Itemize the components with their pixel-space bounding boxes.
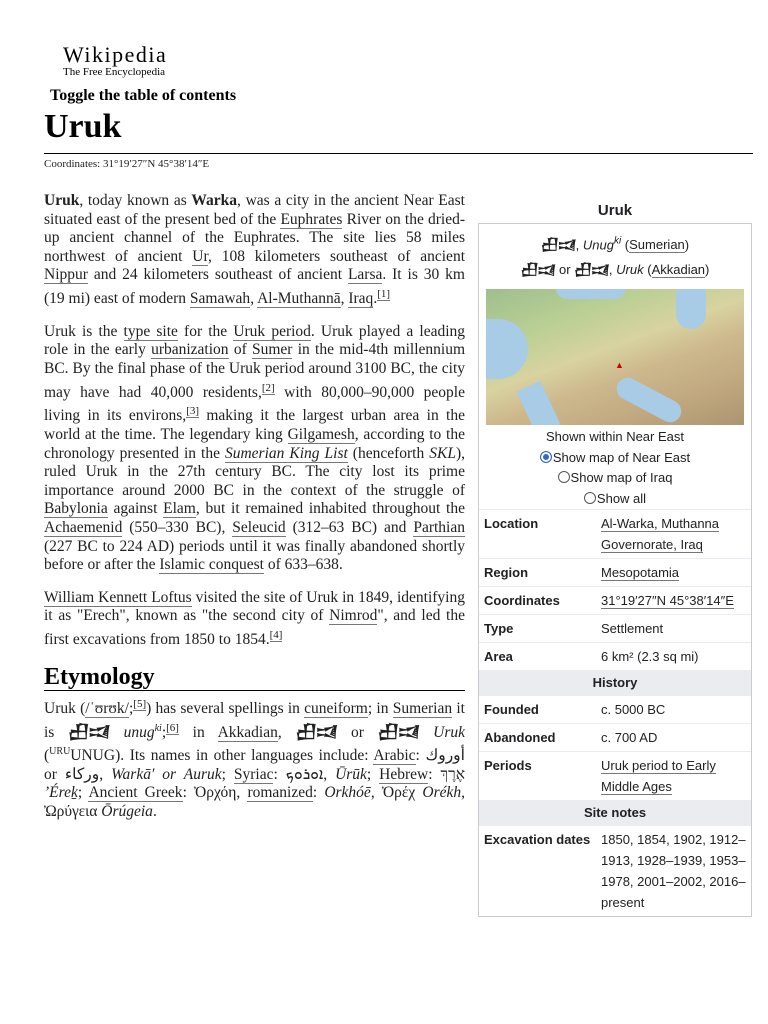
article-link[interactable]: Samawah [189,290,251,308]
text-run: making it the largest urban area in the world at the time. The legendary king [44,407,465,443]
infobox-notes-table [479,825,751,916]
text-run: ; [366,765,380,783]
section-heading-etymology: Etymology [44,668,465,692]
article-link[interactable]: Syriac [233,765,274,783]
text-run: : [312,784,325,802]
article-link[interactable]: romanized [247,784,313,802]
infobox-row-label: Periods [479,752,596,801]
text-run: ) has several spellings in [146,700,305,718]
infobox-row-value: Settlement [596,615,751,643]
article-link[interactable]: urbanization [151,341,229,359]
article-link[interactable]: Sumer [251,341,293,359]
map-options [479,448,751,510]
text-run: or [337,724,378,742]
article-link[interactable]: Achaemenid [44,518,123,536]
text-run: , Ὠρύγεια [44,784,466,820]
article-link[interactable]: Parthian [413,518,465,536]
text-run: : Ὀρχόη, [182,784,248,802]
article-link[interactable]: Uruk period [233,322,311,340]
text-run: , [575,237,583,253]
text-run: , [608,262,617,278]
mediterranean-sea [486,319,528,379]
cuneiform-glyph: 𒌷𒀕 [377,723,420,742]
infobox-row-label: Area [479,643,596,671]
infobox-row [479,724,751,752]
infobox-row [479,587,751,615]
text-run: River on the dried-up ancient channel of the Euphrates. The site lies 58 miles northwest of ancient [44,210,465,265]
text-run: Uruk [616,262,644,278]
map-option-0[interactable] [479,448,751,469]
text-run: or [555,262,575,278]
infobox-row-value: 1850, 1854, 1902, 1912–1913, 1928–1939, 1953–1978, 2001–2002, 2016–present [596,826,751,917]
red-sea [517,381,562,425]
text-run: against [107,500,164,518]
article-link[interactable]: Babylonia [44,500,108,518]
infobox-row-value[interactable]: 31°19′27″N 45°38′14″E [596,587,751,615]
citation-link[interactable]: [1] [377,287,391,300]
infobox-row-value: c. 5000 BC [596,696,751,724]
text-run: ) [684,237,690,253]
caspian-sea [676,289,706,329]
article-link[interactable]: Sumerian [392,700,453,718]
logo-wordmark: Wikipedia [63,42,168,67]
citation-link[interactable]: [6] [166,722,179,735]
article-link[interactable]: Ur [192,247,208,265]
infobox [478,196,752,917]
article-link[interactable]: Hebrew [379,765,429,783]
text-run: Ūrūk [335,765,367,783]
text-run: Orkhóē [324,784,371,802]
location-marker-icon: ▲ [615,360,624,371]
citation-link[interactable]: [2] [261,381,275,394]
paragraph-intro [44,192,465,309]
text-run: ; [161,724,167,742]
article-link[interactable]: cuneiform [304,700,368,718]
text-run: SKL [429,444,456,462]
infobox-row [479,752,751,801]
article-link[interactable]: Larsa [347,266,383,284]
text-run: ki [154,723,162,735]
cuneiform-glyph: 𒌷𒀕 [540,238,576,254]
infobox-row [479,643,751,671]
text-run: Uruk is the [44,322,124,340]
article-link[interactable]: Arabic [373,746,416,764]
text-run: , was a city in the ancient Near East situated east of the present bed of the [44,192,465,228]
text-run: , today known as [79,192,192,209]
text-run: in [178,724,218,742]
article-link[interactable]: Ancient Greek [88,784,183,802]
citation-link[interactable]: [5] [133,698,147,711]
text-run: , [277,724,296,742]
article-link[interactable]: Iraq [348,290,374,308]
text-run: ki [613,236,622,247]
infobox-row-label: Type [479,615,596,643]
infobox-row [479,826,751,917]
text-run: : אֶרֶךְ [428,765,466,783]
paragraph-excavation [44,589,465,650]
article-link[interactable]: Islamic conquest [159,556,264,574]
text-run: ; [128,700,134,718]
page-title: Uruk [44,108,122,145]
text-run: , [340,290,349,308]
text-run: ", and led the first excavations from 1850 to 1854. [44,607,465,649]
infobox-row [479,510,751,559]
infobox-row-label: Abandoned [479,724,596,752]
article-link[interactable]: Nimrod [329,607,378,625]
map-option-2[interactable] [479,489,751,510]
infobox-section-history: History [479,670,751,695]
article-link[interactable]: Sumerian King List [224,444,348,462]
infobox-row-value[interactable]: Al-Warka, Muthanna Governorate, Iraq [596,510,751,559]
text-run: ʼÉreḵ [44,784,78,802]
map-option-label: Show map of Near East [552,449,691,465]
paragraph-history [44,323,465,575]
text-run: of [228,341,252,359]
infobox-row-label: Excavation dates [479,826,596,917]
text-run: Warka [191,192,238,209]
text-run: ( [621,237,630,253]
text-run: . [152,802,157,820]
text-run: , Ὀρέχ [370,784,423,802]
text-run: : أوروك or وركاء, [44,746,465,783]
logo-tagline: The Free Encyclopedia [63,66,166,78]
infobox-history-table [479,695,751,800]
text-run: , 108 kilometers southeast of ancient [208,247,465,265]
text-run: Uruk ( [44,700,86,718]
radio-icon[interactable] [540,451,552,463]
map-option-label: Show all [596,490,647,506]
article-link[interactable]: Seleucid [232,518,286,536]
cuneiform-glyph: 𒌷𒀕 [68,723,110,742]
text-run: Unug [582,237,614,253]
title-divider [44,153,753,154]
text-run: (550–330 BC), [122,518,233,536]
infobox-names [479,224,751,285]
text-run: Uruk [44,192,80,209]
text-run: ), ruled Uruk in the 27th century BC. The city lost its prime importance around 2000 BC in the context of the struggle of [44,444,466,499]
cuneiform-glyph: 𒌷𒀕 [574,263,609,279]
infobox-body [478,223,752,917]
text-run: . Uruk played a leading role in the early [44,322,466,359]
article-link[interactable]: Euphrates [280,210,343,228]
infobox-row [479,615,751,643]
map-option-label: Show map of Iraq [570,470,673,486]
infobox-sumerian-name [479,230,751,258]
map-controls [479,425,751,509]
infobox-row-value: c. 700 AD [596,724,751,752]
text-run: in the mid-4th millennium BC. By the final phase of the Uruk period around 3100 BC, the city may have had 40,000 residents, [44,341,465,401]
text-run: ) [705,262,710,278]
infobox-data-table [479,509,751,670]
map-caption: Shown within Near East [545,429,684,445]
article-body [44,192,465,835]
text-run: . [373,290,378,308]
infobox-row [479,696,751,724]
infobox-row-label: Region [479,559,596,587]
infobox-row-value[interactable]: Mesopotamia [596,559,751,587]
infobox-row-label: Founded [479,696,596,724]
infobox-row-value: 6 km² (2.3 sq mi) [596,643,751,671]
text-run: (227 BC to 224 AD) periods until it was finally abandoned shortly before or after the [44,537,465,574]
text-run: ( [44,746,50,764]
citation-link[interactable]: [3] [186,405,200,418]
text-run: Ōrúgeia [101,802,153,820]
text-run: of 633–638. [263,556,343,574]
location-map[interactable] [486,289,744,425]
map-option-1[interactable] [479,468,751,489]
text-run: UNUG). Its names in other languages include: [70,746,374,764]
article-link[interactable]: Nippur [44,266,88,284]
text-run: , according to the chronology presented in the [44,426,465,462]
infobox-row [479,559,751,587]
text-run: Warkā′ or Auruk [111,765,222,783]
article-link[interactable]: William Kennett Loftus [44,588,192,606]
infobox-row-label: Coordinates [479,587,596,615]
text-run: Uruk [419,724,466,742]
text-run: it is [44,700,465,742]
text-run: (312–63 BC) and [285,518,414,536]
text-run: and 24 kilometers southeast of ancient [87,266,348,284]
citation-link[interactable]: [4] [269,628,283,641]
text-run: . It is 30 km (19 mi) east of modern [44,266,465,308]
black-sea [556,289,626,299]
infobox-section-site-notes: Site notes [479,800,751,825]
radio-icon[interactable] [558,471,570,483]
infobox-row-label: Location [479,510,596,559]
infobox-row-value[interactable]: Uruk period to Early Middle Ages [596,752,751,801]
article-link[interactable]: Sumerian [629,237,685,253]
text-run: : ܐܘܪܘܟ, [273,765,336,783]
text-run: (henceforth [347,444,430,462]
article-link[interactable]: Gilgamesh [287,426,355,443]
text-run: unug [109,724,155,742]
cuneiform-glyph: 𒌷𒀕 [520,263,556,279]
toc-toggle-button[interactable]: Toggle the table of contents [50,87,237,104]
cuneiform-glyph: 𒌷𒀕 [295,723,338,742]
text-run: visited the site of Uruk in 1849, identifying it as "Erech", known as "the second city of [44,588,465,625]
text-run: , but it remained inhabited throughout the [195,500,465,518]
persian-gulf [613,374,685,425]
article-link[interactable]: /ˈʊrʊk/ [85,700,129,718]
text-run: ( [643,262,652,278]
text-run: ; in [367,700,393,718]
article-link[interactable]: Elam [163,500,196,518]
article-link[interactable]: type site [123,322,178,340]
text-run: , [250,290,258,308]
infobox-title: Uruk [597,202,633,219]
infobox-akkadian-name [479,258,751,283]
paragraph-etymology [44,695,465,821]
coordinates-link[interactable]: Coordinates: 31°19′27″N 45°38′14″E [44,158,210,170]
text-run: with 80,000–90,000 people living in its environs, [44,383,465,425]
text-run: ; [77,784,89,802]
article-link[interactable]: Akkadian [217,724,278,742]
text-run: URU [49,745,71,757]
text-run: ; [221,765,234,783]
text-run: for the [177,322,234,340]
article-link[interactable]: Akkadian [651,262,706,278]
text-run: Orékh [422,784,462,802]
wikipedia-logo[interactable] [63,42,167,78]
article-link[interactable]: Al-Muthannā [257,290,341,308]
radio-icon[interactable] [584,492,596,504]
